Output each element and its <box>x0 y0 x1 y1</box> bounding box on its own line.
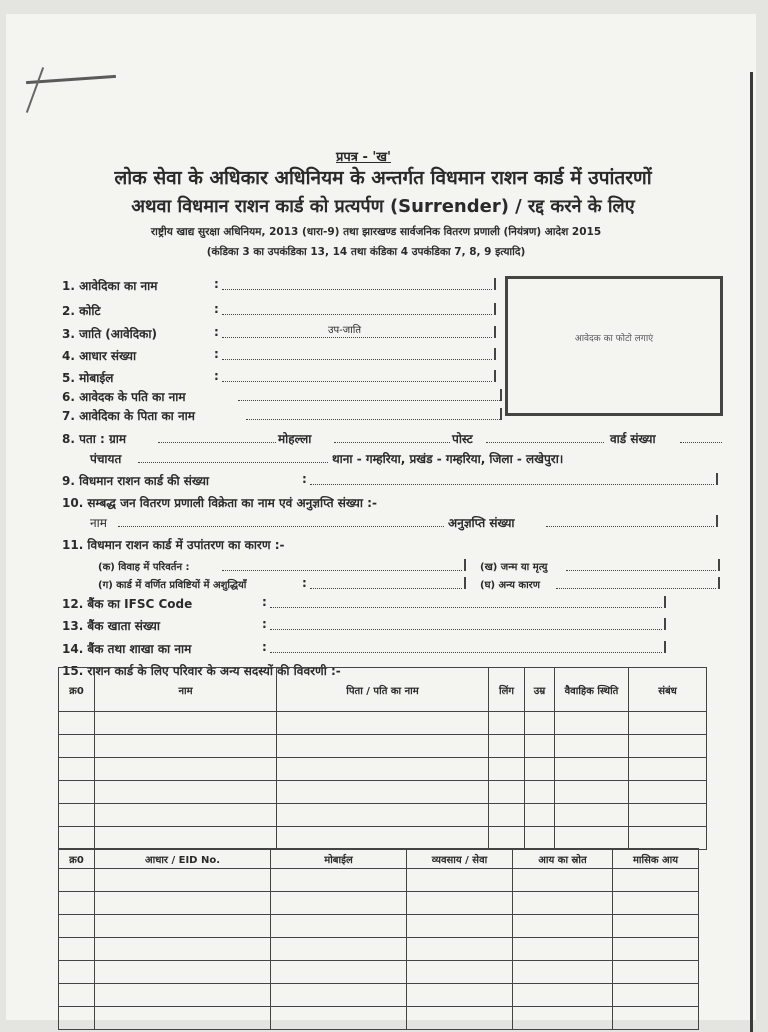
legal-reference-line1: राष्ट्रीय खाद्य सुरक्षा अधिनियम, 2013 (धारा-9) तथा झारखण्ड सार्वजनिक वितरण प्रणाली (नियंत्रण) आदेश 2015 <box>150 226 602 238</box>
colon: : <box>262 640 267 654</box>
table-cell[interactable] <box>95 915 271 938</box>
table-cell[interactable] <box>59 915 95 938</box>
table-cell[interactable] <box>513 869 613 892</box>
field-label-aadhaar: 4. आधार संख्या <box>62 349 137 363</box>
field-label-mohalla: मोहल्ला <box>278 432 312 446</box>
table-header: मोबाईल <box>271 849 407 869</box>
table-cell[interactable] <box>59 827 95 850</box>
table-cell[interactable] <box>277 781 489 804</box>
table-cell[interactable] <box>489 804 525 827</box>
reason-marriage-field[interactable] <box>222 570 462 571</box>
page-edge <box>750 72 753 1032</box>
reason-errors-field[interactable] <box>310 588 462 589</box>
reason-errors-label: (ग) कार्ड में वर्णित प्रविष्टियों में अशुद्धियाँ <box>98 580 247 591</box>
table-cell[interactable] <box>59 804 95 827</box>
table-row <box>59 1007 699 1030</box>
field-label-applicant-name: 1. आवेदिका का नाम <box>62 279 158 293</box>
table-cell[interactable] <box>95 1007 271 1030</box>
field-end-mark <box>664 596 666 608</box>
table-header: व्यवसाय / सेवा <box>407 849 513 869</box>
table-cell[interactable] <box>555 712 629 735</box>
table-row <box>59 984 699 1007</box>
field-label-bank-branch: 14. बैंक तथा शाखा का नाम <box>62 642 192 656</box>
colon: : <box>262 595 267 609</box>
table-cell[interactable] <box>95 961 271 984</box>
applicant-name-field[interactable] <box>222 289 492 290</box>
table-cell[interactable] <box>407 915 513 938</box>
table-cell[interactable] <box>95 712 277 735</box>
family-members-table <box>58 667 707 850</box>
table-header: क्र0 <box>59 668 95 712</box>
table-row <box>59 915 699 938</box>
bank-account-field[interactable] <box>270 629 662 630</box>
table-cell[interactable] <box>613 961 699 984</box>
table-cell[interactable] <box>95 827 277 850</box>
table-cell[interactable] <box>95 869 271 892</box>
table-cell[interactable] <box>95 758 277 781</box>
field-end-mark <box>716 473 718 485</box>
table-cell[interactable] <box>59 961 95 984</box>
mohalla-field[interactable] <box>334 442 450 443</box>
table-cell[interactable] <box>513 1007 613 1030</box>
colon: : <box>214 277 219 291</box>
table-cell[interactable] <box>513 938 613 961</box>
table-row <box>59 712 707 735</box>
colon: : <box>214 325 219 339</box>
field-end-mark <box>464 577 466 589</box>
aadhaar-field[interactable] <box>222 359 492 360</box>
colon: : <box>302 472 307 486</box>
field-end-mark <box>494 370 496 382</box>
table-cell[interactable] <box>513 984 613 1007</box>
table-cell[interactable] <box>555 758 629 781</box>
colon: : <box>214 369 219 383</box>
father-name-field[interactable] <box>246 419 500 420</box>
table-header: मासिक आय <box>613 849 699 869</box>
table-cell[interactable] <box>407 869 513 892</box>
table-cell[interactable] <box>525 735 555 758</box>
license-no-field[interactable] <box>546 526 714 527</box>
field-end-mark <box>464 559 466 571</box>
table-cell[interactable] <box>277 804 489 827</box>
colon: : <box>214 347 219 361</box>
field-label-license-no: अनुज्ञप्ति संख्या <box>448 516 515 530</box>
field-label-bank-account: 13. बैंक खाता संख्या <box>62 619 160 633</box>
table-cell[interactable] <box>489 781 525 804</box>
table-cell[interactable] <box>271 961 407 984</box>
table-cell[interactable] <box>613 892 699 915</box>
table-cell[interactable] <box>525 827 555 850</box>
table-cell[interactable] <box>555 735 629 758</box>
table-cell[interactable] <box>59 1007 95 1030</box>
field-label-ration-card-no: 9. विधमान राशन कार्ड की संख्या <box>62 474 210 488</box>
sub-caste-label: उप-जाति <box>328 325 362 336</box>
table-header: वैवाहिक स्थिति <box>555 668 629 712</box>
table-cell[interactable] <box>95 804 277 827</box>
table-cell[interactable] <box>59 712 95 735</box>
field-label-family-members: 15. राशन कार्ड के लिए परिवार के अन्य सदस्यों की विवरणी :- <box>62 664 341 678</box>
ward-no-field[interactable] <box>680 442 722 443</box>
field-end-mark <box>494 348 496 360</box>
table-row <box>59 961 699 984</box>
table-row <box>59 781 707 804</box>
table-cell[interactable] <box>629 827 707 850</box>
field-label-dealer-name: नाम <box>90 516 107 530</box>
field-end-mark <box>664 641 666 653</box>
field-end-mark <box>716 515 718 527</box>
table-row <box>59 892 699 915</box>
field-end-mark <box>494 326 496 338</box>
table-cell[interactable] <box>525 781 555 804</box>
ifsc-field[interactable] <box>270 607 662 608</box>
table-cell[interactable] <box>277 758 489 781</box>
ration-card-no-field[interactable] <box>310 484 714 485</box>
table-cell[interactable] <box>271 892 407 915</box>
table-cell[interactable] <box>59 869 95 892</box>
table-cell[interactable] <box>277 735 489 758</box>
field-end-mark <box>500 408 502 420</box>
table-cell[interactable] <box>95 938 271 961</box>
field-label-panchayat: पंचायत <box>90 452 122 466</box>
category-field[interactable] <box>222 314 492 315</box>
field-label-post: पोस्ट <box>452 432 473 446</box>
bank-branch-field[interactable] <box>270 652 662 653</box>
form-number: प्रपत्र - 'ख' <box>336 150 391 165</box>
field-label-mobile: 5. मोबाईल <box>62 371 114 385</box>
table-cell[interactable] <box>489 827 525 850</box>
field-end-mark <box>494 303 496 315</box>
field-label-category: 2. कोटि <box>62 304 101 318</box>
table-cell[interactable] <box>555 804 629 827</box>
field-end-mark <box>718 559 720 571</box>
family-income-table <box>58 848 699 1030</box>
caste-field[interactable] <box>222 337 492 338</box>
village-field[interactable] <box>158 442 276 443</box>
table-cell[interactable] <box>613 984 699 1007</box>
table-header: पिता / पति का नाम <box>277 668 489 712</box>
table-cell[interactable] <box>271 869 407 892</box>
table-cell[interactable] <box>613 869 699 892</box>
field-label-father-name: 7. आवेदिका के पिता का नाम <box>62 409 195 423</box>
table-cell[interactable] <box>555 781 629 804</box>
table-cell[interactable] <box>525 758 555 781</box>
table-cell[interactable] <box>513 892 613 915</box>
table-cell[interactable] <box>95 892 271 915</box>
table-header: आय का स्रोत <box>513 849 613 869</box>
table-cell[interactable] <box>271 938 407 961</box>
table-row <box>59 735 707 758</box>
table-cell[interactable] <box>59 781 95 804</box>
table-cell[interactable] <box>59 735 95 758</box>
mobile-field[interactable] <box>222 381 492 382</box>
table-cell[interactable] <box>407 961 513 984</box>
table-cell[interactable] <box>525 804 555 827</box>
table-cell[interactable] <box>613 915 699 938</box>
table-cell[interactable] <box>489 712 525 735</box>
table-row <box>59 827 707 850</box>
table-cell[interactable] <box>613 1007 699 1030</box>
table-cell[interactable] <box>95 781 277 804</box>
table-cell[interactable] <box>629 781 707 804</box>
table-cell[interactable] <box>629 712 707 735</box>
field-end-mark <box>500 389 502 401</box>
panchayat-field[interactable] <box>138 462 328 463</box>
table-cell[interactable] <box>59 984 95 1007</box>
photo-label: आवेदक का फोटो लगाएं <box>574 334 654 344</box>
field-label-caste: 3. जाति (आवेदिका) <box>62 327 157 341</box>
table-row <box>59 758 707 781</box>
field-label-husband-name: 6. आवेदक के पति का नाम <box>62 390 186 404</box>
reason-birth-death-label: (ख) जन्म या मृत्यु <box>480 562 548 573</box>
reason-marriage-label: (क) विवाह में परिवर्तन : <box>98 562 190 573</box>
table-cell[interactable] <box>613 938 699 961</box>
form-title-line1: लोक सेवा के अधिकार अधिनियम के अन्तर्गत विधमान राशन कार्ड में उपांतरणों <box>114 167 652 189</box>
table-cell[interactable] <box>95 984 271 1007</box>
table-cell[interactable] <box>407 984 513 1007</box>
field-end-mark <box>664 618 666 630</box>
reason-other-field[interactable] <box>556 588 716 589</box>
form-page <box>6 14 756 1020</box>
reason-birth-death-field[interactable] <box>566 570 716 571</box>
table-cell[interactable] <box>95 735 277 758</box>
field-label-pds-dealer: 10. सम्बद्ध जन वितरण प्रणाली विक्रेता का नाम एवं अनुज्ञप्ति संख्या :- <box>62 496 377 510</box>
table-header: आधार / EID No. <box>95 849 271 869</box>
dealer-name-field[interactable] <box>118 526 444 527</box>
table-cell[interactable] <box>407 892 513 915</box>
table-header: नाम <box>95 668 277 712</box>
table-cell[interactable] <box>59 758 95 781</box>
table-header: संबंध <box>629 668 707 712</box>
table-row <box>59 804 707 827</box>
table-cell[interactable] <box>277 712 489 735</box>
field-label-ward-no: वार्ड संख्या <box>610 432 656 446</box>
table-cell[interactable] <box>271 984 407 1007</box>
photo-box[interactable] <box>505 276 723 416</box>
table-row <box>59 869 699 892</box>
colon: : <box>262 617 267 631</box>
table-cell[interactable] <box>525 712 555 735</box>
table-cell[interactable] <box>271 915 407 938</box>
table-row <box>59 938 699 961</box>
table-cell[interactable] <box>407 1007 513 1030</box>
address-fixed-text: थाना - गम्हरिया, प्रखंड - गम्हरिया, जिला - लखेपुरा। <box>332 452 564 466</box>
colon: : <box>302 576 307 590</box>
form-title-line2: अथवा विधमान राशन कार्ड को प्रत्यर्पण (Surrender) / रद्द करने के लिए <box>131 196 635 217</box>
field-label-ifsc: 12. बैंक का IFSC Code <box>62 597 193 611</box>
page-scuff-mark <box>26 67 44 113</box>
post-field[interactable] <box>486 442 604 443</box>
table-cell[interactable] <box>271 1007 407 1030</box>
table-header: क्र0 <box>59 849 95 869</box>
table-cell[interactable] <box>513 915 613 938</box>
legal-reference-line2: (कंडिका 3 का उपकंडिका 13, 14 तथा कंडिका 4 उपकंडिका 7, 8, 9 इत्यादि) <box>206 246 526 258</box>
field-end-mark <box>494 278 496 290</box>
table-cell[interactable] <box>513 961 613 984</box>
table-cell[interactable] <box>407 938 513 961</box>
table-cell[interactable] <box>629 758 707 781</box>
table-cell[interactable] <box>555 827 629 850</box>
colon: : <box>214 302 219 316</box>
table-cell[interactable] <box>277 827 489 850</box>
table-cell[interactable] <box>489 735 525 758</box>
table-header: उम्र <box>525 668 555 712</box>
table-cell[interactable] <box>629 735 707 758</box>
field-label-modification-reason: 11. विधमान राशन कार्ड में उपांतरण का कारण :- <box>62 538 285 552</box>
reason-other-label: (घ) अन्य कारण <box>480 580 540 591</box>
table-cell[interactable] <box>59 892 95 915</box>
field-label-address-village: 8. पता : ग्राम <box>62 432 127 446</box>
table-cell[interactable] <box>489 758 525 781</box>
husband-name-field[interactable] <box>238 400 500 401</box>
field-end-mark <box>718 577 720 589</box>
table-cell[interactable] <box>59 938 95 961</box>
table-header: लिंग <box>489 668 525 712</box>
table-cell[interactable] <box>629 804 707 827</box>
